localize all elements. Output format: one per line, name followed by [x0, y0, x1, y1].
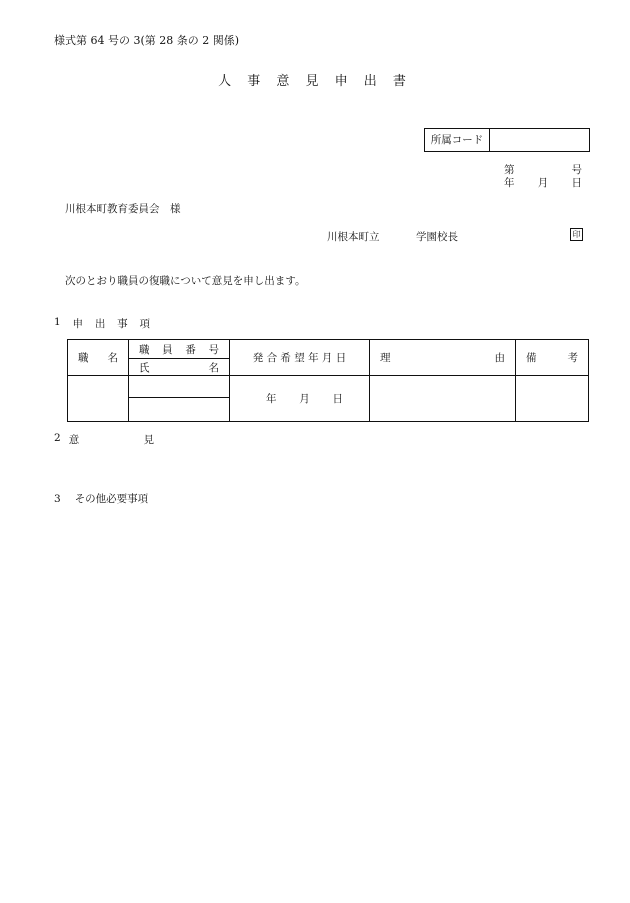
seal-mark: 印: [570, 228, 583, 241]
header-reason-char: 由: [494, 352, 505, 364]
intro-text: 次のとおり職員の復職について意見を申し出ます。: [65, 275, 306, 287]
form-number: 様式第 64 号の 3(第 28 条の 2 関係): [54, 34, 240, 47]
reason-field[interactable]: [370, 376, 516, 422]
document-date-line: [504, 175, 582, 190]
section-2-char: 見: [143, 434, 154, 446]
header-desired-date: 発 合 希 望 年 月 日: [230, 340, 370, 376]
date-year: 年: [504, 177, 515, 189]
section-2-number: 2: [54, 432, 61, 444]
section-3-title: その他必要事項: [74, 493, 149, 505]
affiliation-code-label: 所属コード: [425, 129, 490, 151]
header-position: [68, 340, 129, 376]
header-name-char: 名: [208, 361, 219, 374]
section-2-char: 意: [68, 434, 80, 446]
section-1-heading: [54, 316, 150, 331]
section-2-heading: [54, 432, 154, 447]
name-field[interactable]: [129, 398, 230, 422]
header-staff-number: [129, 340, 230, 359]
document-number-prefix: 第: [504, 164, 515, 176]
application-table: [67, 339, 589, 422]
addressee: 川根本町教育委員会 様: [65, 203, 181, 215]
section-1-char: 出: [94, 318, 106, 330]
desired-date-month: 月: [299, 393, 310, 405]
document-title: 人 事 意 見 申 出 書: [218, 74, 412, 89]
section-1-number: 1: [54, 316, 61, 328]
sender-school: 川根本町立: [327, 231, 380, 243]
header-reason-char: 理: [380, 352, 391, 364]
header-staff-number-char: 番: [185, 343, 196, 356]
sender-title: 学園校長: [416, 231, 458, 243]
header-remarks-char: 備: [526, 352, 537, 364]
section-3-number: 3: [54, 493, 61, 505]
affiliation-code-box: [424, 128, 590, 152]
date-day: 日: [571, 177, 582, 189]
section-1-char: 項: [139, 318, 150, 330]
affiliation-code-field[interactable]: [490, 129, 589, 151]
header-remarks-char: 考: [567, 352, 578, 364]
desired-date-day: 日: [332, 393, 343, 405]
date-month: 月: [537, 177, 549, 189]
header-remarks: [516, 340, 589, 376]
desired-date-field[interactable]: [230, 376, 370, 422]
remarks-field[interactable]: [516, 376, 589, 422]
header-position-char: 職: [78, 352, 89, 364]
header-staff-number-char: 職: [139, 343, 150, 356]
header-staff-number-char: 員: [162, 343, 173, 356]
section-3-heading: [54, 491, 148, 506]
staff-number-field[interactable]: [129, 376, 230, 398]
header-name-char: 氏: [139, 361, 150, 374]
header-position-char: 名: [107, 352, 118, 364]
header-name: [129, 359, 230, 376]
position-field[interactable]: [68, 376, 129, 422]
desired-date-year: 年: [266, 393, 277, 405]
section-1-char: 申: [72, 318, 84, 330]
section-1-char: 事: [117, 318, 128, 330]
document-number-suffix: 号: [571, 164, 582, 176]
header-staff-number-char: 号: [208, 343, 219, 356]
header-reason: [370, 340, 516, 376]
